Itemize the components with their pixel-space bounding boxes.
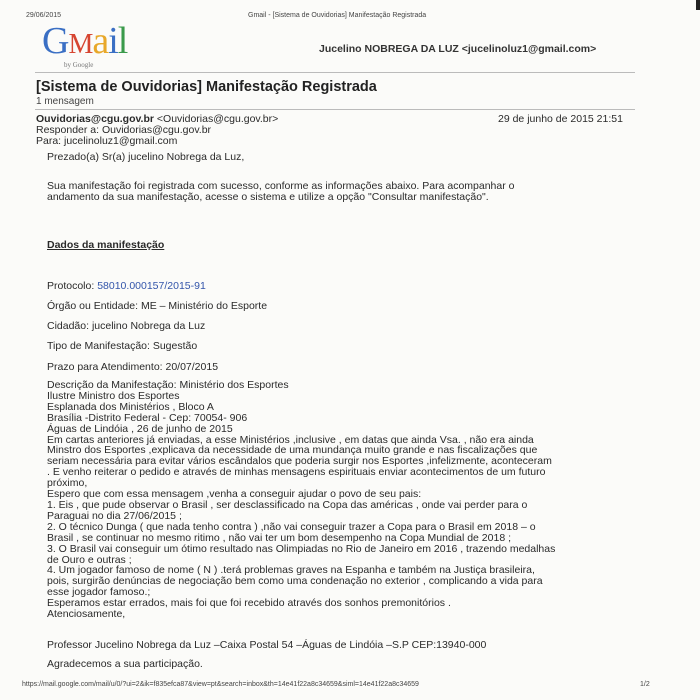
description-line: Brasília -Distrito Federal - Cep: 70054- 906 <box>47 411 248 424</box>
description-line: 3. O Brasil vai conseguir um ótimo resultado nas Olimpiadas no Rio de Janeiro em 2016 , trazendo medalhas <box>47 542 556 555</box>
reply-to: Responder a: Ouvidorias@cgu.gov.br <box>36 124 212 136</box>
description-line: próximo, <box>47 477 88 490</box>
description-line: Descrição da Manifestação: Ministério dos Esportes <box>47 379 289 391</box>
description-line: Em cartas anteriores já enviadas, a esse Ministérios ,inclusive , em datas que ainda Vsa. , não era ainda <box>47 433 534 446</box>
description-line: esse jogador famoso.; <box>47 586 151 599</box>
divider <box>35 109 635 110</box>
description-line: 4. Um jogador famoso de nome ( N ) .terá problemas graves na Espanha e também na Justiça brasileira, <box>47 564 535 577</box>
signature: Professor Jucelino Nobrega da Luz –Caixa Postal 54 –Águas de Lindóia –S.P CEP:13940-000 <box>47 639 487 651</box>
page-number: 1/2 <box>640 681 650 688</box>
description-line: pois, surgirão denúncias de negociação bem como uma condenação no exterior , complicando a vida para <box>47 575 543 588</box>
description-line: de Ouro e outras ; <box>47 553 132 566</box>
account-name: Jucelino NOBREGA DA LUZ <jucelinoluz1@gmail.com> <box>319 43 597 55</box>
description-line: Espero que com essa mensagem ,venha a conseguir ajudar o povo de seu pais: <box>47 488 422 501</box>
divider <box>35 72 635 73</box>
message-count: 1 mensagem <box>36 96 94 107</box>
print-date: 29/06/2015 <box>26 12 62 19</box>
intro-line: Sua manifestação foi registrada com sucesso, conforme as informações abaixo. Para acompanhar o <box>47 180 515 192</box>
sender-address: <Ouvidorias@cgu.gov.br> <box>156 113 279 125</box>
section-title: Dados da manifestação <box>47 239 165 251</box>
message-date: 29 de junho de 2015 21:51 <box>498 113 623 125</box>
description-line: . E venho reiterar o pedido e através de minhas mensagens espirituais enviar acontecimentos de um futuro <box>47 466 546 479</box>
recipient: Para: jucelinoluz1@gmail.com <box>36 135 178 147</box>
intro-line: andamento da sua manifestação, acesse o sistema e utilize a opção "Consultar manifestação". <box>47 191 489 203</box>
description-line: 1. Eis , que pude observar o Brasil , ser desclassificado na Copa das américas , onde vai perder para o <box>47 498 528 511</box>
gmail-logo: GMail by Google <box>42 20 128 69</box>
description-line: Atenciosamente, <box>47 608 126 621</box>
logo-byline: by Google <box>64 61 94 69</box>
description-line: Minstro dos Esportes ,explicava da necessidade de uma mundança muito grande e nas fiscalizações que <box>47 444 538 457</box>
scan-edge <box>696 0 700 10</box>
thread-subject: [Sistema de Ouvidorias] Manifestação Registrada <box>36 79 377 95</box>
tipo: Tipo de Manifestação: Sugestão <box>47 340 198 352</box>
print-title: Gmail - [Sistema de Ouvidorias] Manifestação Registrada <box>248 12 427 19</box>
description-line: Brasil , se continuar no mesmo ritimo , não vai ter um bom desempenho na Copa Mundial de 2018 ; <box>47 531 511 544</box>
protocol-link[interactable]: 58010.000157/2015-91 <box>97 280 206 292</box>
protocol <box>47 281 206 292</box>
description-line: Águas de Lindóia , 26 de junho de 2015 <box>47 422 233 435</box>
description-line: Paraguai no dia 27/06/2015 ; <box>47 509 182 522</box>
description-line: 2. O técnico Dunga ( que nada tenho contra ) ,não vai conseguir trazer a Copa para o Brasil em 2018 – o <box>47 520 536 533</box>
description-line: Esplanada dos Ministérios , Bloco A <box>47 400 214 413</box>
orgao: Órgão ou Entidade: ME – Ministério do Esporte <box>47 300 268 312</box>
protocol-label: Protocolo: <box>47 280 98 292</box>
prazo: Prazo para Atendimento: 20/07/2015 <box>47 361 219 373</box>
closing: Agradecemos a sua participação. <box>47 658 203 670</box>
sender-name: Ouvidorias@cgu.gov.br <box>36 113 154 125</box>
print-url: https://mail.google.com/mail/u/0/?ui=2&ik=f835efca87&view=pt&search=inbox&th=14e41f22a8c34659&siml=14e41f22a8c34659 <box>22 681 419 688</box>
greeting: Prezado(a) Sr(a) jucelino Nobrega da Luz, <box>47 151 245 163</box>
description-line: Ilustre Ministro dos Esportes <box>47 389 180 402</box>
description-line: Esperamos estar errados, mais foi que foi recebido através dos sonhos premonitórios . <box>47 597 451 610</box>
cidadao: Cidadão: jucelino Nobrega da Luz <box>47 320 206 332</box>
description <box>47 380 555 620</box>
description-line: seriam necessária para evitar vários escândalos que poderia surgir nos Esportes ,infelizmente, aconteceram <box>47 455 552 468</box>
